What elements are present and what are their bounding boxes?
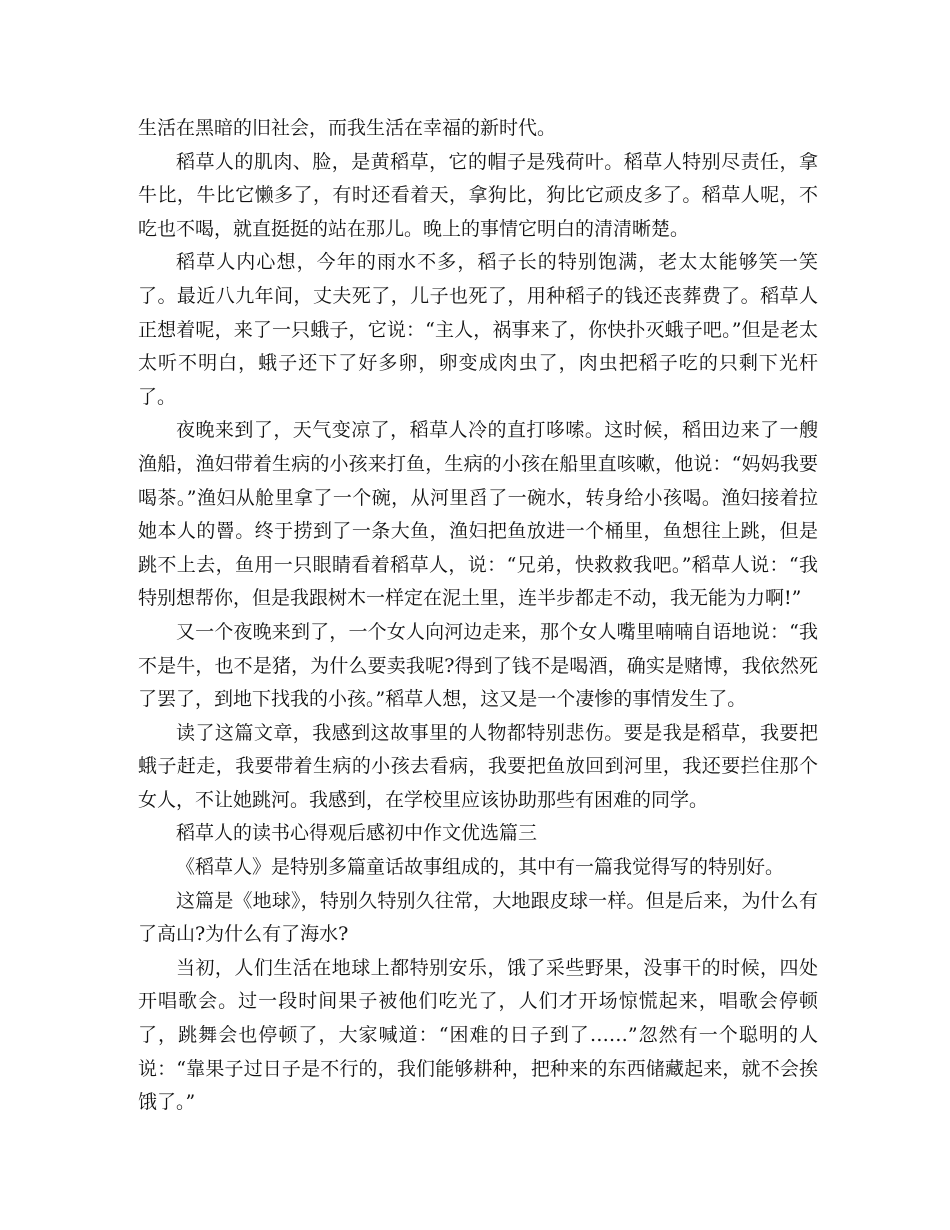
paragraph-2: 稻草人的肌肉、脸，是黄稻草，它的帽子是残荷叶。稻草人特别尽责任，拿牛比，牛比它懒多了，有时还看着天，拿狗比，狗比它顽皮多了。稻草人呢，不吃也不喝，就直挺挺的站在那儿。晚上的事情它明白的清清晰楚。 [138,150,818,240]
document-page [138,112,818,1120]
paragraph-1: 生活在黑暗的旧社会，而我生活在幸福的新时代。 [138,117,557,139]
paragraph-9: 这篇是《地球》，特别久特别久往常，大地跟皮球一样。但是后来，为什么有了高山?为什么有了海水? [138,889,818,946]
paragraph-8: 《稻草人》是特别多篇童话故事组成的，其中有一篇我觉得写的特别好。 [176,856,785,879]
section-heading: 稻草人的读书心得观后感初中作文优选篇三 [176,822,538,845]
paragraph-10: 当初，人们生活在地球上都特别安乐，饿了采些野果，没事干的时候，四处开唱歌会。过一段时间果子被他们吃光了，人们才开场惊慌起来，唱歌会停顿了，跳舞会也停顿了，大家喊道：“困难的日子到了……”忽然有一个聪明的人说：“靠果子过日子是不行的，我们能够耕种，把种来的东西储藏起来，就不会挨饿了。” [138,956,818,1114]
paragraph-3: 稻草人内心想，今年的雨水不多，稻子长的特别饱满，老太太能够笑一笑了。最近八九年间，丈夫死了，儿子也死了，用种稻子的钱还丧葬费了。稻草人正想着呢，来了一只蛾子，它说：“主人，祸事来了，你快扑灭蛾子吧。”但是老太太听不明白，蛾子还下了好多卵，卵变成肉虫了，肉虫把稻子吃的只剩下光杆了。 [138,251,818,408]
paragraph-6: 读了这篇文章，我感到这故事里的人物都特别悲伤。要是我是稻草，我要把蛾子赶走，我要带着生病的小孩去看病，我要把鱼放回到河里，我还要拦住那个女人，不让她跳河。我感到，在学校里应该协助那些有困难的同学。 [138,721,818,811]
paragraph-4: 夜晚来到了，天气变凉了，稻草人冷的直打哆嗦。这时候，稻田边来了一艘渔船，渔妇带着生病的小孩来打鱼，生病的小孩在船里直咳嗽，他说：“妈妈我要喝茶。”渔妇从舱里拿了一个碗，从河里舀了一碗水，转身给小孩喝。渔妇接着拉她本人的罾。终于捞到了一条大鱼，渔妇把鱼放进一个桶里，鱼想往上跳，但是跳不上去，鱼用一只眼睛看着稻草人，说：“兄弟，快救救我吧。”稻草人说：“我特别想帮你，但是我跟树木一样定在泥土里，连半步都走不动，我无能为力啊!” [138,419,818,610]
paragraph-5: 又一个夜晚来到了，一个女人向河边走来，那个女人嘴里喃喃自语地说：“我不是牛，也不是猪，为什么要卖我呢?得到了钱不是喝酒，确实是赌博，我依然死了罢了，到地下找我的小孩。”稻草人想，这又是一个凄惨的事情发生了。 [138,620,818,711]
